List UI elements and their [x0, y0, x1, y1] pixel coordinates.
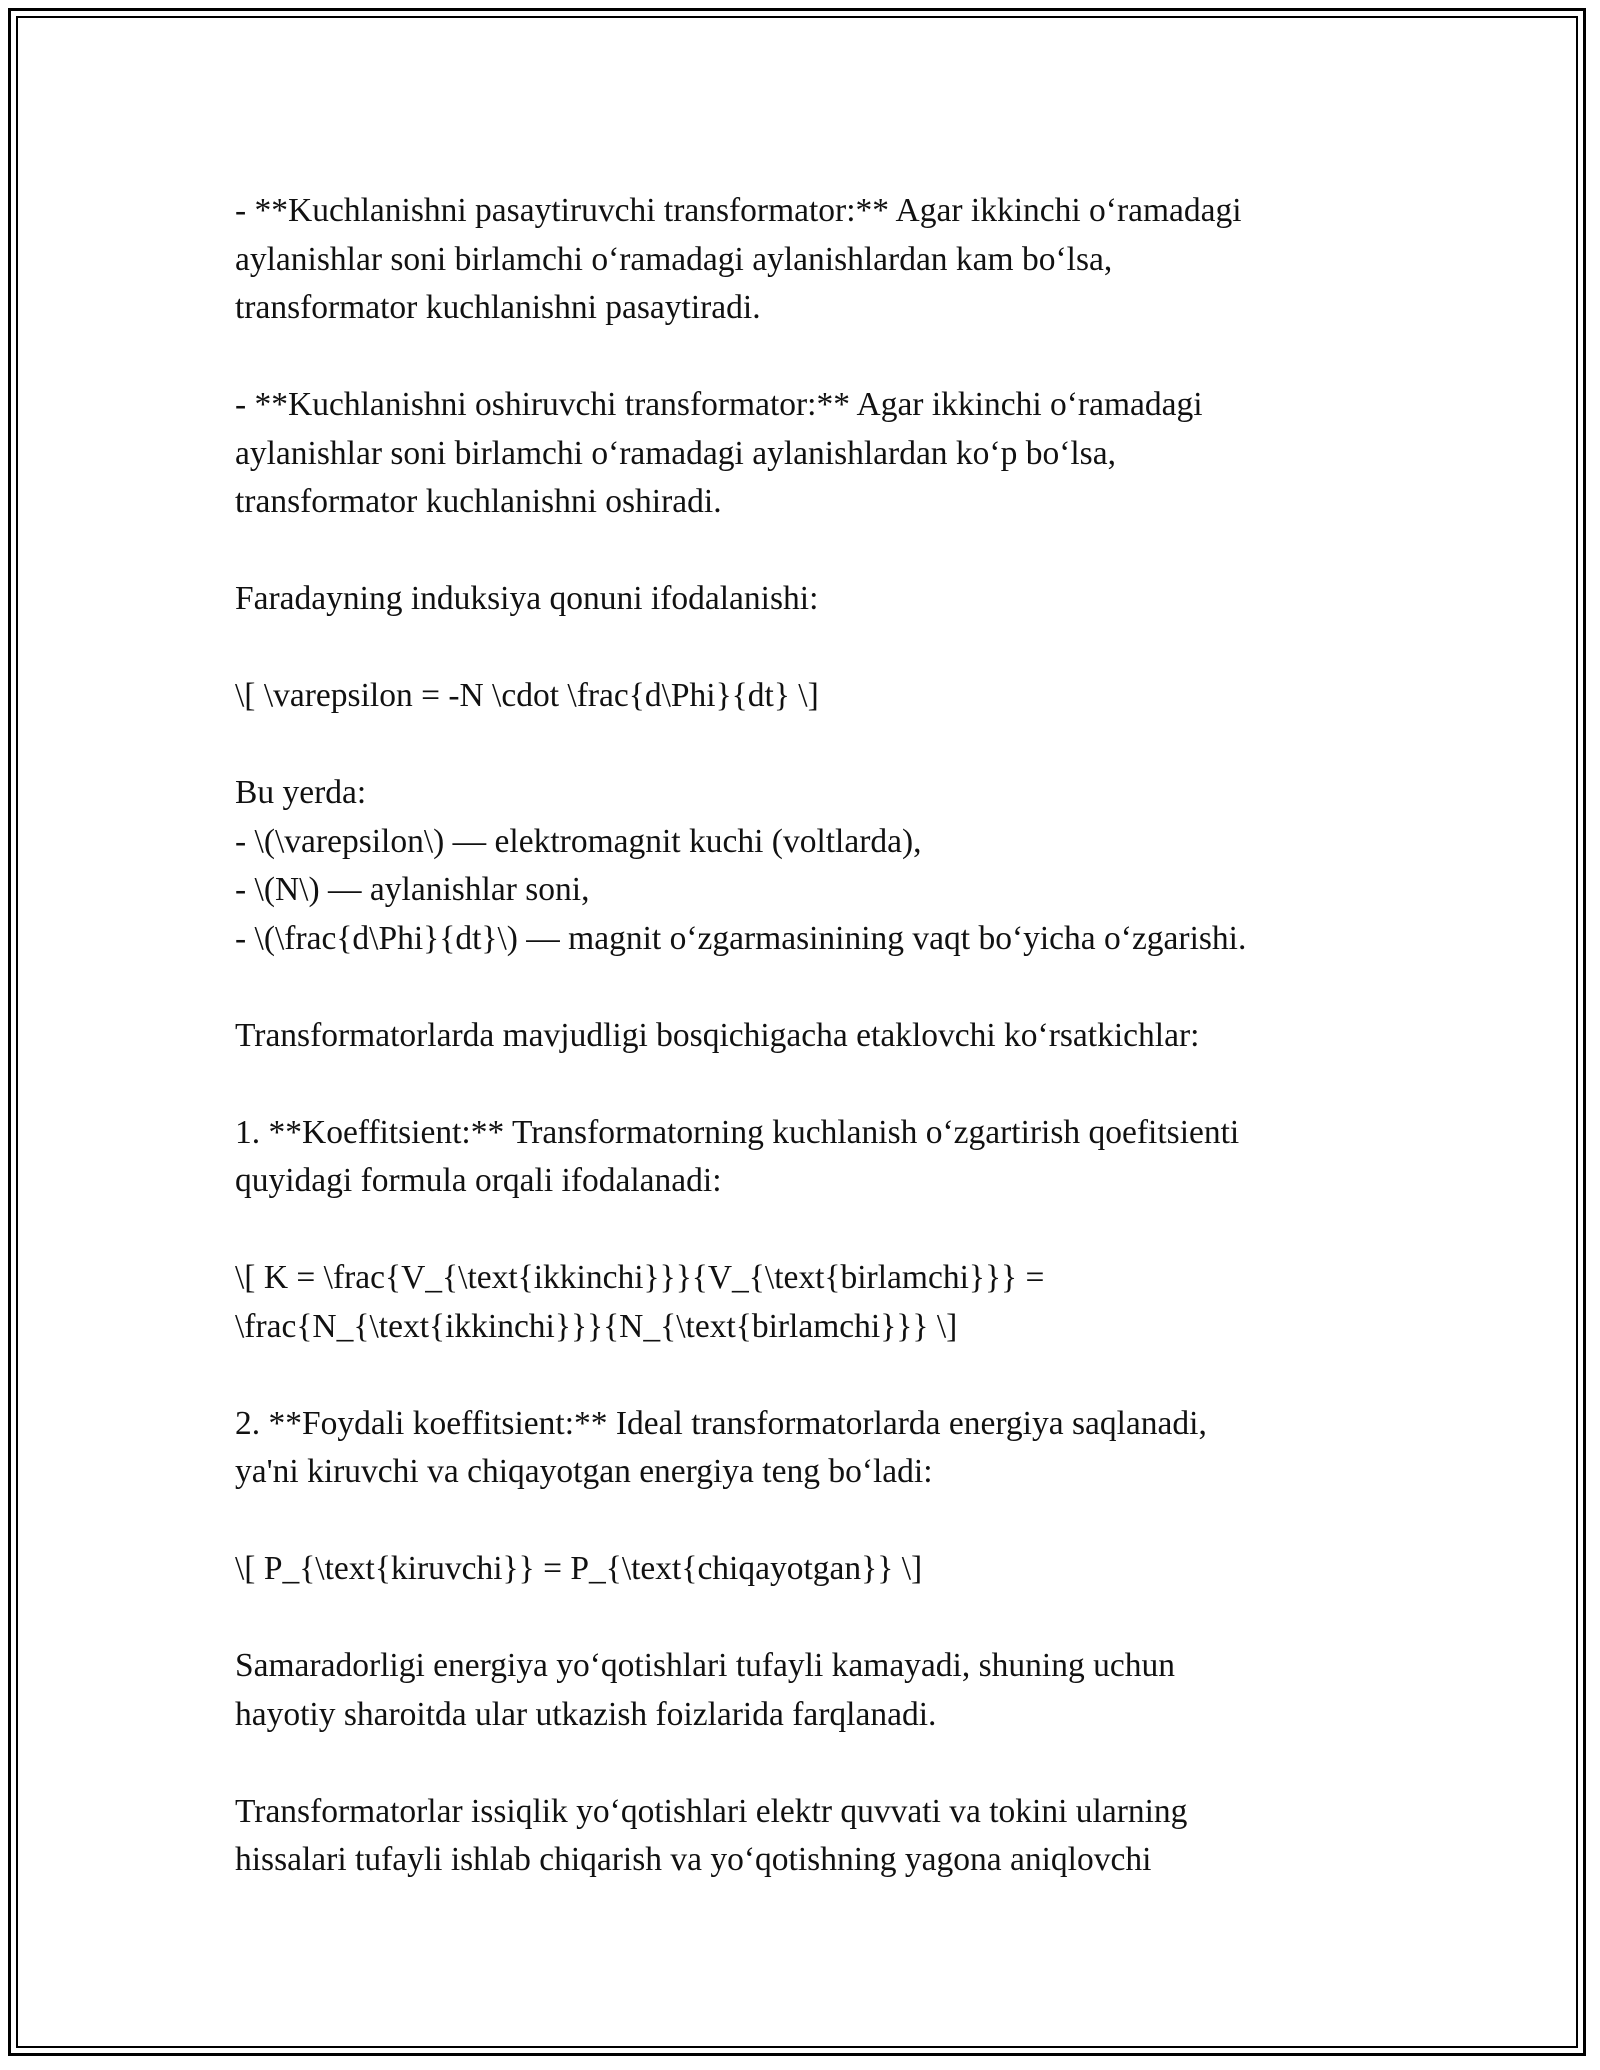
- text-line: ya'ni kiruvchi va chiqayotgan energiya teng bo‘ladi:: [235, 1453, 933, 1490]
- paragraph-gap: [235, 1739, 1415, 1788]
- paragraph-gap: [235, 624, 1415, 673]
- text-line: Bu yerda:: [235, 774, 367, 811]
- formula-faraday: [235, 672, 1415, 721]
- paragraph-faraday-intro: [235, 575, 1415, 624]
- document-body: [235, 187, 1415, 1885]
- text-line: transformator kuchlanishni pasaytiradi.: [235, 289, 761, 326]
- paragraph-gap: [235, 333, 1415, 382]
- paragraph-gap: [235, 527, 1415, 576]
- text-line: Transformatorlar issiqlik yo‘qotishlari elektr quvvati va tokini ularning: [235, 1792, 1188, 1830]
- paragraph-step-down-transformer: [235, 187, 1415, 333]
- paragraph-step-up-transformer: [235, 381, 1415, 527]
- paragraph-definitions: [235, 769, 1415, 963]
- paragraph-gap: [235, 1497, 1415, 1546]
- text-line: - **Kuchlanishni pasaytiruvchi transformator:** Agar ikkinchi o‘ramadagi: [235, 192, 1242, 229]
- paragraph-losses: [235, 1642, 1415, 1739]
- text-line: Faradayning induksiya qonuni ifodalanishi:: [235, 580, 819, 617]
- paragraph-heat-losses: [235, 1788, 1415, 1885]
- list-item: - \(N\) — aylanishlar soni,: [235, 871, 590, 908]
- formula-line: \[ P_{\text{kiruvchi}} = P_{\text{chiqayotgan}} \]: [235, 1550, 923, 1587]
- paragraph-efficiency: [235, 1400, 1415, 1497]
- paragraph-gap: [235, 1594, 1415, 1643]
- text-line: 1. **Koeffitsient:** Transformatorning kuchlanish o‘zgartirish qoefitsienti: [235, 1113, 1240, 1151]
- paragraph-gap: [235, 1060, 1415, 1109]
- text-line: - **Kuchlanishni oshiruvchi transformator:** Agar ikkinchi o‘ramadagi: [235, 386, 1203, 423]
- text-line: hissalari tufayli ishlab chiqarish va yo‘qotishning yagona aniqlovchi: [235, 1841, 1152, 1878]
- paragraph-gap: [235, 721, 1415, 770]
- formula-line: \frac{N_{\text{ikkinchi}}}{N_{\text{birlamchi}}} \]: [235, 1307, 958, 1345]
- formula-coefficient: [235, 1254, 1415, 1351]
- paragraph-coefficient: [235, 1109, 1415, 1206]
- paragraph-gap: [235, 963, 1415, 1012]
- paragraph-gap: [235, 1206, 1415, 1255]
- text-line: 2. **Foydali koeffitsient:** Ideal transformatorlarda energiya saqlanadi,: [235, 1404, 1207, 1442]
- text-line: Samaradorligi energiya yo‘qotishlari tufayli kamayadi, shuning uchun: [235, 1647, 1175, 1684]
- text-line: Transformatorlarda mavjudligi bosqichigacha etaklovchi ko‘rsatkichlar:: [235, 1016, 1200, 1054]
- text-line: hayotiy sharoitda ular utkazish foizlarida farqlanadi.: [235, 1695, 937, 1733]
- text-line: transformator kuchlanishni oshiradi.: [235, 483, 722, 520]
- list-item: - \(\varepsilon\) — elektromagnit kuchi (voltlarda),: [235, 822, 922, 860]
- paragraph-gap: [235, 1351, 1415, 1400]
- list-item: - \(\frac{d\Phi}{dt}\) — magnit o‘zgarmasinining vaqt bo‘yicha o‘zgarishi.: [235, 919, 1247, 957]
- formula-line: \[ \varepsilon = -N \cdot \frac{d\Phi}{dt} \]: [235, 677, 819, 714]
- paragraph-indicators-intro: [235, 1012, 1415, 1061]
- text-line: aylanishlar soni birlamchi o‘ramadagi aylanishlardan ko‘p bo‘lsa,: [235, 434, 1116, 472]
- text-line: quyidagi formula orqali ifodalanadi:: [235, 1162, 722, 1199]
- formula-power: [235, 1545, 1415, 1594]
- formula-line: \[ K = \frac{V_{\text{ikkinchi}}}{V_{\text{birlamchi}}} =: [235, 1259, 1045, 1296]
- text-line: aylanishlar soni birlamchi o‘ramadagi aylanishlardan kam bo‘lsa,: [235, 240, 1113, 278]
